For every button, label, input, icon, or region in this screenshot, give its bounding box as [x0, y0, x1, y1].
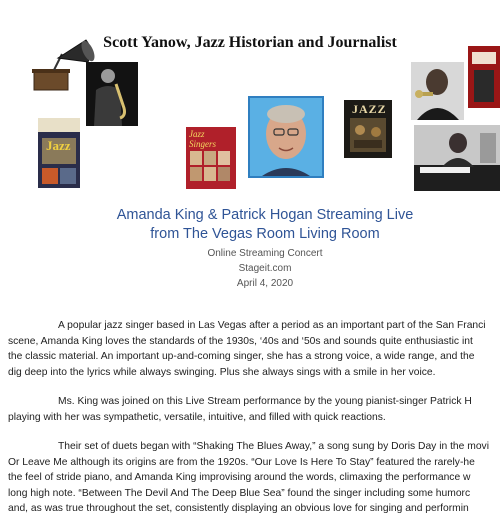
paragraph-line: the feel of stride piano, and Amanda King improvising around the words, climaxing the performance w — [8, 472, 471, 483]
paragraph-line: scene, Amanda King loves the standards of the 1930s, ‘40s and ‘50s and sounds quite enthusiastic int — [8, 335, 473, 347]
page-title: Scott Yanow, Jazz Historian and Journalist — [103, 34, 397, 51]
paragraph-line: A popular jazz singer based in Las Vegas after a period as an important part of the San Franci — [58, 320, 486, 331]
author-photo — [248, 96, 324, 178]
pianist-photo — [414, 125, 500, 191]
paragraph-line: Or Leave Me although its origins are from the 1920s. “Our Love Is Here To Stay” featured the rarely-he — [8, 456, 475, 468]
event-site: Stageit.com — [238, 263, 292, 274]
book-title-jazz: Jazz — [46, 138, 71, 153]
event-date: April 4, 2020 — [236, 278, 294, 289]
paragraph-line: playing with her was sympathetic, versatile, intuitive, and filled with quick reactions. — [8, 411, 386, 423]
paragraph-3 — [8, 439, 500, 517]
paragraph-1 — [8, 318, 500, 380]
paragraph-line: long high note. “Between The Devil And The Deep Blue Sea” found the singer including some humorc — [8, 487, 471, 499]
book-title-jazz-caps: JAZZ — [352, 102, 387, 116]
article-body — [8, 318, 500, 517]
saxophonist-photo — [86, 62, 138, 126]
jazz-singers-cover — [186, 127, 236, 189]
event-type: Online Streaming Concert — [207, 248, 323, 259]
red-book-cover — [468, 46, 500, 108]
paragraph-line: and, as was true throughout the set, consistently displaying an obvious love for singing and performin — [8, 503, 469, 514]
book-title-jazz-singers: Jazz Singers — [189, 129, 216, 149]
paragraph-line: Ms. King was joined on this Live Stream performance by the young pianist-singer Patrick H — [58, 396, 472, 407]
jazz-encyclopedia-cover — [38, 118, 80, 188]
paragraph-line: the classic material. An important up-and-coming singer, she has a strong voice, a wide range, and the — [8, 351, 475, 362]
jazz-book-cover — [344, 100, 392, 158]
paragraph-line: dig deep into the lyrics while always swinging. Plus she always sings with a smile in her voice. — [8, 366, 436, 378]
headline-line-2: from The Vegas Room Living Room — [150, 226, 380, 242]
paragraph-2 — [8, 394, 500, 425]
headline-line-1: Amanda King & Patrick Hogan Streaming Live — [116, 207, 414, 223]
paragraph-line: Their set of duets began with “Shaking The Blues Away,” a song sung by Doris Day in the movi — [58, 441, 489, 452]
trumpeter-photo — [411, 62, 464, 120]
